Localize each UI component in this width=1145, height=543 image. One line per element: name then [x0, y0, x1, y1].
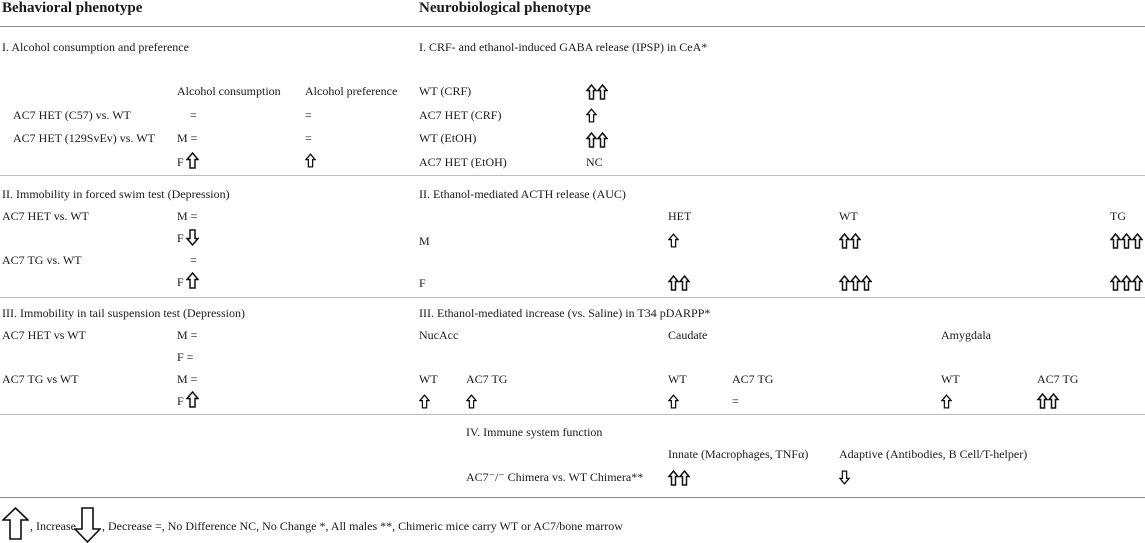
legend-text: , Decrease =, No Difference NC, No Change *, All males **, Chimeric mice carry WT or AC7/bone marrow — [102, 519, 623, 533]
sec3-row2-value: F = — [177, 350, 194, 364]
sec1-row1-consumption: = — [190, 108, 197, 122]
sec4-title: IV. Immune system function — [466, 425, 603, 439]
up-arrow-icon — [419, 394, 430, 409]
triple-up-arrow-icon — [1110, 233, 1143, 249]
header-divider — [0, 26, 1145, 27]
sec3-row3-value: M = — [177, 372, 198, 386]
amygdala-tg-label: AC7 TG — [1037, 372, 1079, 386]
up-arrow-icon — [186, 272, 199, 289]
down-arrow-icon — [839, 470, 850, 485]
sec3-row4-value: F — [177, 394, 184, 408]
col-alcohol-consumption: Alcohol consumption — [177, 84, 281, 98]
section-divider — [0, 414, 1145, 415]
sec3-row1-value: M = — [177, 328, 198, 342]
sec1-row2-consumption: M = — [177, 131, 198, 145]
triple-up-arrow-icon — [839, 275, 872, 291]
sec1-right-row4-value: NC — [586, 155, 603, 169]
legend-down-arrow-icon — [74, 507, 101, 543]
sec1-row2-preference: = — [305, 131, 312, 145]
sec1-right-row2: AC7 HET (CRF) — [419, 108, 502, 122]
region-amygdala: Amygdala — [941, 328, 991, 342]
region-caudate: Caudate — [668, 328, 708, 342]
nucacc-wt-label: WT — [419, 372, 438, 386]
caudate-wt-label: WT — [668, 372, 687, 386]
up-arrow-icon — [305, 153, 316, 168]
up-arrow-icon — [586, 108, 597, 123]
double-up-arrow-icon — [668, 275, 690, 291]
section-divider — [0, 175, 1145, 176]
section-divider — [0, 297, 1145, 298]
nucacc-tg-label: AC7 TG — [466, 372, 508, 386]
double-up-arrow-icon — [1037, 393, 1059, 409]
up-arrow-icon — [466, 394, 477, 409]
sec2-row1-label: AC7 HET vs. WT — [2, 209, 89, 223]
sec2-row3-value: = — [190, 253, 197, 267]
caudate-tg-value: = — [732, 394, 739, 408]
up-arrow-icon — [941, 394, 952, 409]
col-wt: WT — [839, 209, 858, 223]
sec1-right-row1: WT (CRF) — [419, 84, 472, 98]
sec1-row2-label: AC7 HET (129SvEv) vs. WT — [13, 131, 155, 145]
up-arrow-icon — [186, 391, 199, 408]
sec1-row1-preference: = — [305, 108, 312, 122]
sec2-row-f: F — [419, 276, 426, 290]
sec1-left-title: I. Alcohol consumption and preference — [2, 40, 189, 54]
legend-up-arrow-icon — [2, 507, 29, 540]
sec1-right-row3: WT (EtOH) — [419, 131, 477, 145]
region-nucacc: NucAcc — [419, 328, 459, 342]
caudate-tg-label: AC7 TG — [732, 372, 774, 386]
sec2-right-title: II. Ethanol-mediated ACTH release (AUC) — [419, 187, 626, 201]
double-up-arrow-icon — [586, 132, 608, 148]
double-up-arrow-icon — [839, 233, 861, 249]
col-tg: TG — [1110, 209, 1126, 223]
legend-increase: , Increase — [30, 519, 76, 533]
triple-up-arrow-icon — [1110, 275, 1143, 291]
sec2-row4-value: F — [177, 275, 184, 289]
sec2-row2-value: F — [177, 231, 184, 245]
amygdala-wt-label: WT — [941, 372, 960, 386]
down-arrow-icon — [186, 229, 199, 246]
table-bottom-divider — [0, 497, 1145, 498]
up-arrow-icon — [668, 233, 679, 248]
up-arrow-icon — [668, 394, 679, 409]
sec2-row1-value: M = — [177, 209, 198, 223]
header-behavioral: Behavioral phenotype — [2, 0, 143, 16]
col-adaptive: Adaptive (Antibodies, B Cell/T-helper) — [839, 447, 1028, 461]
sec2-row-m: M — [419, 234, 430, 248]
sec3-row3-label: AC7 TG vs WT — [2, 372, 79, 386]
sec1-right-row4: AC7 HET (EtOH) — [419, 155, 507, 169]
col-het: HET — [668, 209, 692, 223]
sec1-right-title: I. CRF- and ethanol-induced GABA release (IPSP) in CeA* — [419, 40, 708, 54]
sec2-row3-label: AC7 TG vs. WT — [2, 253, 82, 267]
header-neurobiological: Neurobiological phenotype — [419, 0, 591, 16]
double-up-arrow-icon — [586, 84, 608, 100]
sec1-row3-consumption: F — [177, 155, 184, 169]
sec3-right-title: III. Ethanol-mediated increase (vs. Saline) in T34 pDARPP* — [419, 306, 711, 320]
sec3-row1-label: AC7 HET vs WT — [2, 328, 86, 342]
sec2-left-title: II. Immobility in forced swim test (Depression) — [2, 187, 230, 201]
double-up-arrow-icon — [668, 470, 690, 486]
sec4-row-label: AC7⁻/⁻ Chimera vs. WT Chimera** — [466, 470, 644, 484]
col-innate: Innate (Macrophages, TNFα) — [668, 447, 809, 461]
sec1-row1-label: AC7 HET (C57) vs. WT — [13, 108, 131, 122]
col-alcohol-preference: Alcohol preference — [305, 84, 398, 98]
sec3-left-title: III. Immobility in tail suspension test (Depression) — [2, 306, 245, 320]
up-arrow-icon — [186, 152, 199, 169]
